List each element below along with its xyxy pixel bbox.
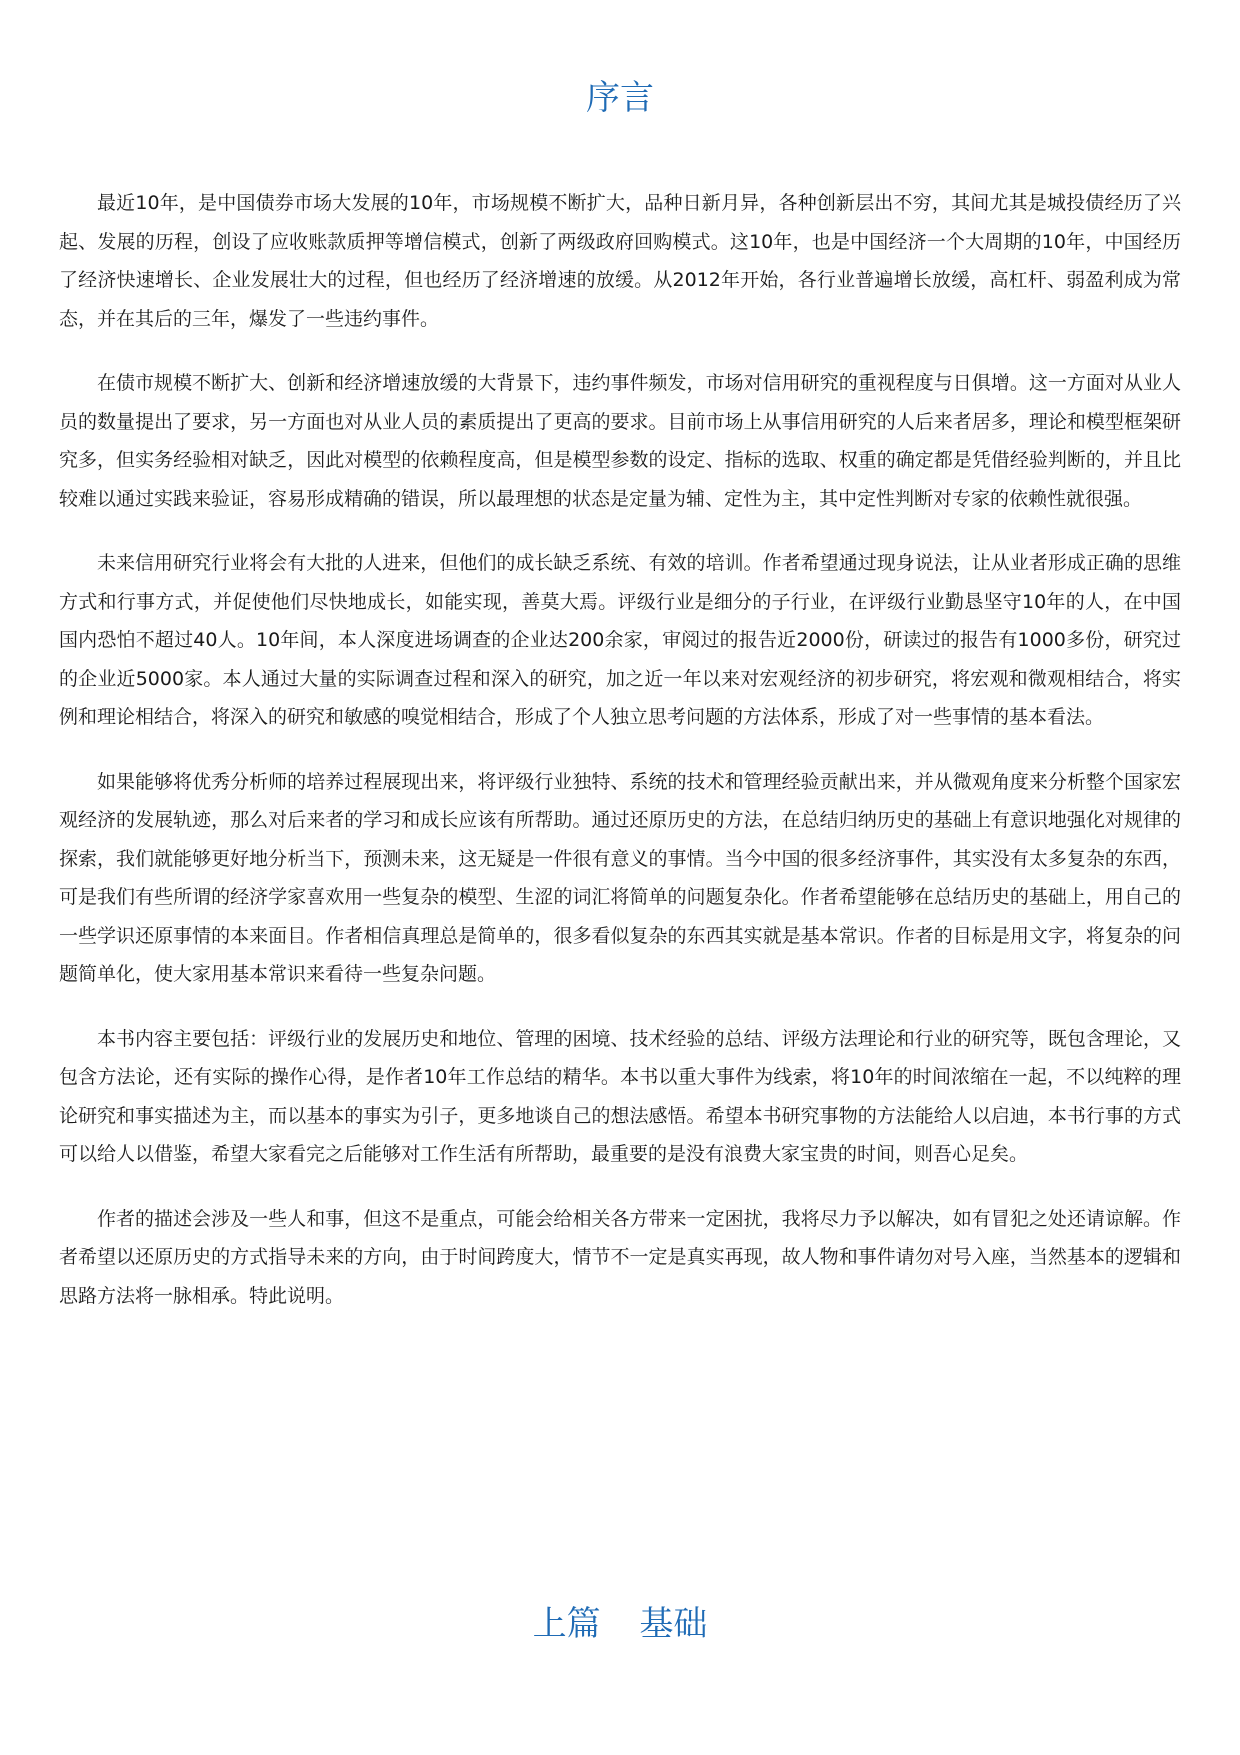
preface-paragraph-2: 在债市规模不断扩大、创新和经济增速放缓的大背景下，违约事件频发，市场对信用研究的重视程度与日俱增。这一方面对从业人员的数量提出了要求，另一方面也对从业人员的素质提出了更高的要求。目前市场上从事信用研究的人后来者居多，理论和模型框架研究多，但实务经验相对缺乏，因此对模型的依赖程度高，但是模型参数的设定、指标的选取、权重的确定都是凭借经验判断的，并且比较难以通过实践来验证，容易形成精确的错误，所以最理想的状态是定量为辅、定性为主，其中定性判断对专家的依赖性就很强。: [59, 372, 1181, 510]
preface-paragraph-4: 如果能够将优秀分析师的培养过程展现出来，将评级行业独特、系统的技术和管理经验贡献出来，并从微观角度来分析整个国家宏观经济的发展轨迹，那么对后来者的学习和成长应该有所帮助。通过还原历史的方法，在总结归纳历史的基础上有意识地强化对规律的探索，我们就能够更好地分析当下，预测未来，这无疑是一件很有意义的事情。当今中国的很多经济事件，其实没有太多复杂的东西，可是我们有些所谓的经济学家喜欢用一些复杂的模型、生涩的词汇将简单的问题复杂化。作者希望能够在总结历史的基础上，用自己的一些学识还原事情的本来面目。作者相信真理总是简单的，很多看似复杂的东西其实就是基本常识。作者的目标是用文字，将复杂的问题简单化，使大家用基本常识来看待一些复杂问题。: [59, 770, 1181, 985]
preface-title: 序言: [586, 78, 654, 118]
preface-paragraph-5: 本书内容主要包括：评级行业的发展历史和地位、管理的困境、技术经验的总结、评级方法理论和行业的研究等，既包含理论，又包含方法论，还有实际的操作心得，是作者10年工作总结的精华。本书以重大事件为线索，将10年的时间浓缩在一起，不以纯粹的理论研究和事实描述为主，而以基本的事实为引子，更多地谈自己的想法感悟。希望本书研究事物的方法能给人以启迪，本书行事的方式可以给人以借鉴，希望大家看完之后能够对工作生活有所帮助，最重要的是没有浪费大家宝贵的时间，则吾心足矣。: [59, 1027, 1181, 1165]
preface-body: [59, 184, 1181, 1341]
preface-paragraph-6: 作者的描述会涉及一些人和事，但这不是重点，可能会给相关各方带来一定困扰，我将尽力予以解决，如有冒犯之处还请谅解。作者希望以还原历史的方式指导未来的方向，由于时间跨度大，情节不一定是真实再现，故人物和事件请勿对号入座，当然基本的逻辑和思路方法将一脉相承。特此说明。: [59, 1207, 1181, 1307]
part-one-title: 上篇 基础: [532, 1604, 708, 1644]
preface-paragraph-3: 未来信用研究行业将会有大批的人进来，但他们的成长缺乏系统、有效的培训。作者希望通过现身说法，让从业者形成正确的思维方式和行事方式，并促使他们尽快地成长，如能实现，善莫大焉。评级行业是细分的子行业，在评级行业勤恳坚守10年的人，在中国国内恐怕不超过40人。10年间，本人深度进场调查的企业达200余家，审阅过的报告近2000份，研读过的报告有1000多份，研究过的企业近5000家。本人通过大量的实际调查过程和深入的研究，加之近一年以来对宏观经济的初步研究，将宏观和微观相结合，将实例和理论相结合，将深入的研究和敏感的嗅觉相结合，形成了个人独立思考问题的方法体系，形成了对一些事情的基本看法。: [59, 552, 1181, 728]
preface-paragraph-1: 最近10年，是中国债券市场大发展的10年，市场规模不断扩大，品种日新月异，各种创新层出不穷，其间尤其是城投债经历了兴起、发展的历程，创设了应收账款质押等增信模式，创新了两级政府回购模式。这10年，也是中国经济一个大周期的10年，中国经历了经济快速增长、企业发展壮大的过程，但也经历了经济增速的放缓。从2012年开始，各行业普遍增长放缓，高杠杆、弱盈利成为常态，并在其后的三年，爆发了一些违约事件。: [59, 192, 1181, 330]
